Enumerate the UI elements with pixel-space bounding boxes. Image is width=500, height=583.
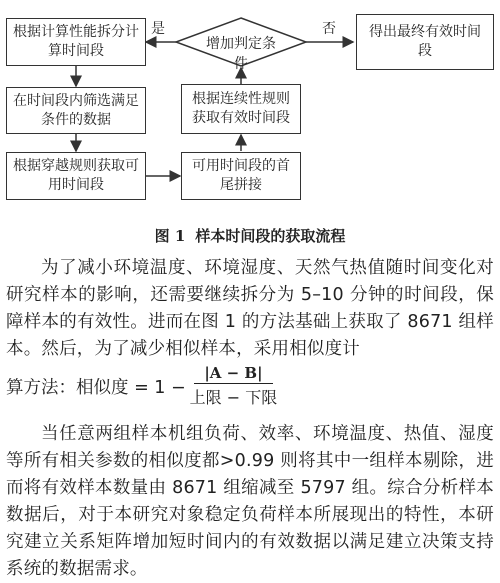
formula-prefix: 算方法：	[6, 377, 76, 398]
label-yes: 是	[151, 21, 165, 37]
box-filter-text: 在时间段内筛选满足条件的数据	[13, 92, 139, 128]
box-splice-text: 可用时间段的首尾拼接	[192, 158, 290, 193]
box-continuity-text: 根据连续性规则获取有效时间段	[192, 91, 290, 126]
box-splice	[181, 152, 301, 200]
formula-numerator: |A − B|	[194, 364, 272, 384]
condition-label: 增加判定条件	[206, 36, 276, 72]
box-crossing-rule	[6, 152, 146, 200]
condition-text	[200, 33, 282, 73]
figure-number: 图 1	[154, 227, 186, 245]
formula-denominator: 上限 − 下限	[189, 388, 278, 407]
paragraph-2-text: 当任意两组样本机组负荷、效率、环境温度、热值、湿度等所有相关参数的相似度都>0.99 则将其中一组样本剔除，进而将有效样本数量由 8671 组缩减至 5797 组。综合分析样本数据后，对于本研究对象稳定负荷样本所展现出的特性，本研究建立关系矩阵增加短时间内的有效数据以满足建立决策支持系统的数据需求。	[6, 424, 494, 579]
box-final-result	[356, 14, 494, 70]
formula-lhs: 相似度 = 1 −	[76, 377, 186, 398]
formula	[6, 364, 277, 408]
figure-caption	[0, 225, 500, 246]
paragraph-2	[6, 421, 494, 583]
box-crossing-text: 根据穿越规则获取可用时间段	[13, 158, 139, 193]
paragraph-1-text: 为了减小环境温度、环境湿度、天然气热值随时间变化对研究样本的影响，还需要继续拆分为 5–10 分钟的时间段，保障样本的有效性。进而在图 1 的方法基础上获取了 8671 组样本。然后，为了减少相似样本，采用相似度计	[6, 258, 494, 359]
label-no: 否	[322, 21, 336, 37]
box-continuity-rule	[181, 84, 301, 134]
figure-title: 样本时间段的获取流程	[195, 227, 346, 245]
box-split-text: 根据计算性能拆分计算时间段	[13, 24, 139, 59]
formula-fraction	[190, 364, 278, 408]
box-filter-data	[6, 87, 146, 134]
box-split-time	[6, 18, 146, 66]
paragraph-1	[6, 255, 494, 363]
box-final-text: 得出最终有效时间段	[369, 24, 481, 59]
